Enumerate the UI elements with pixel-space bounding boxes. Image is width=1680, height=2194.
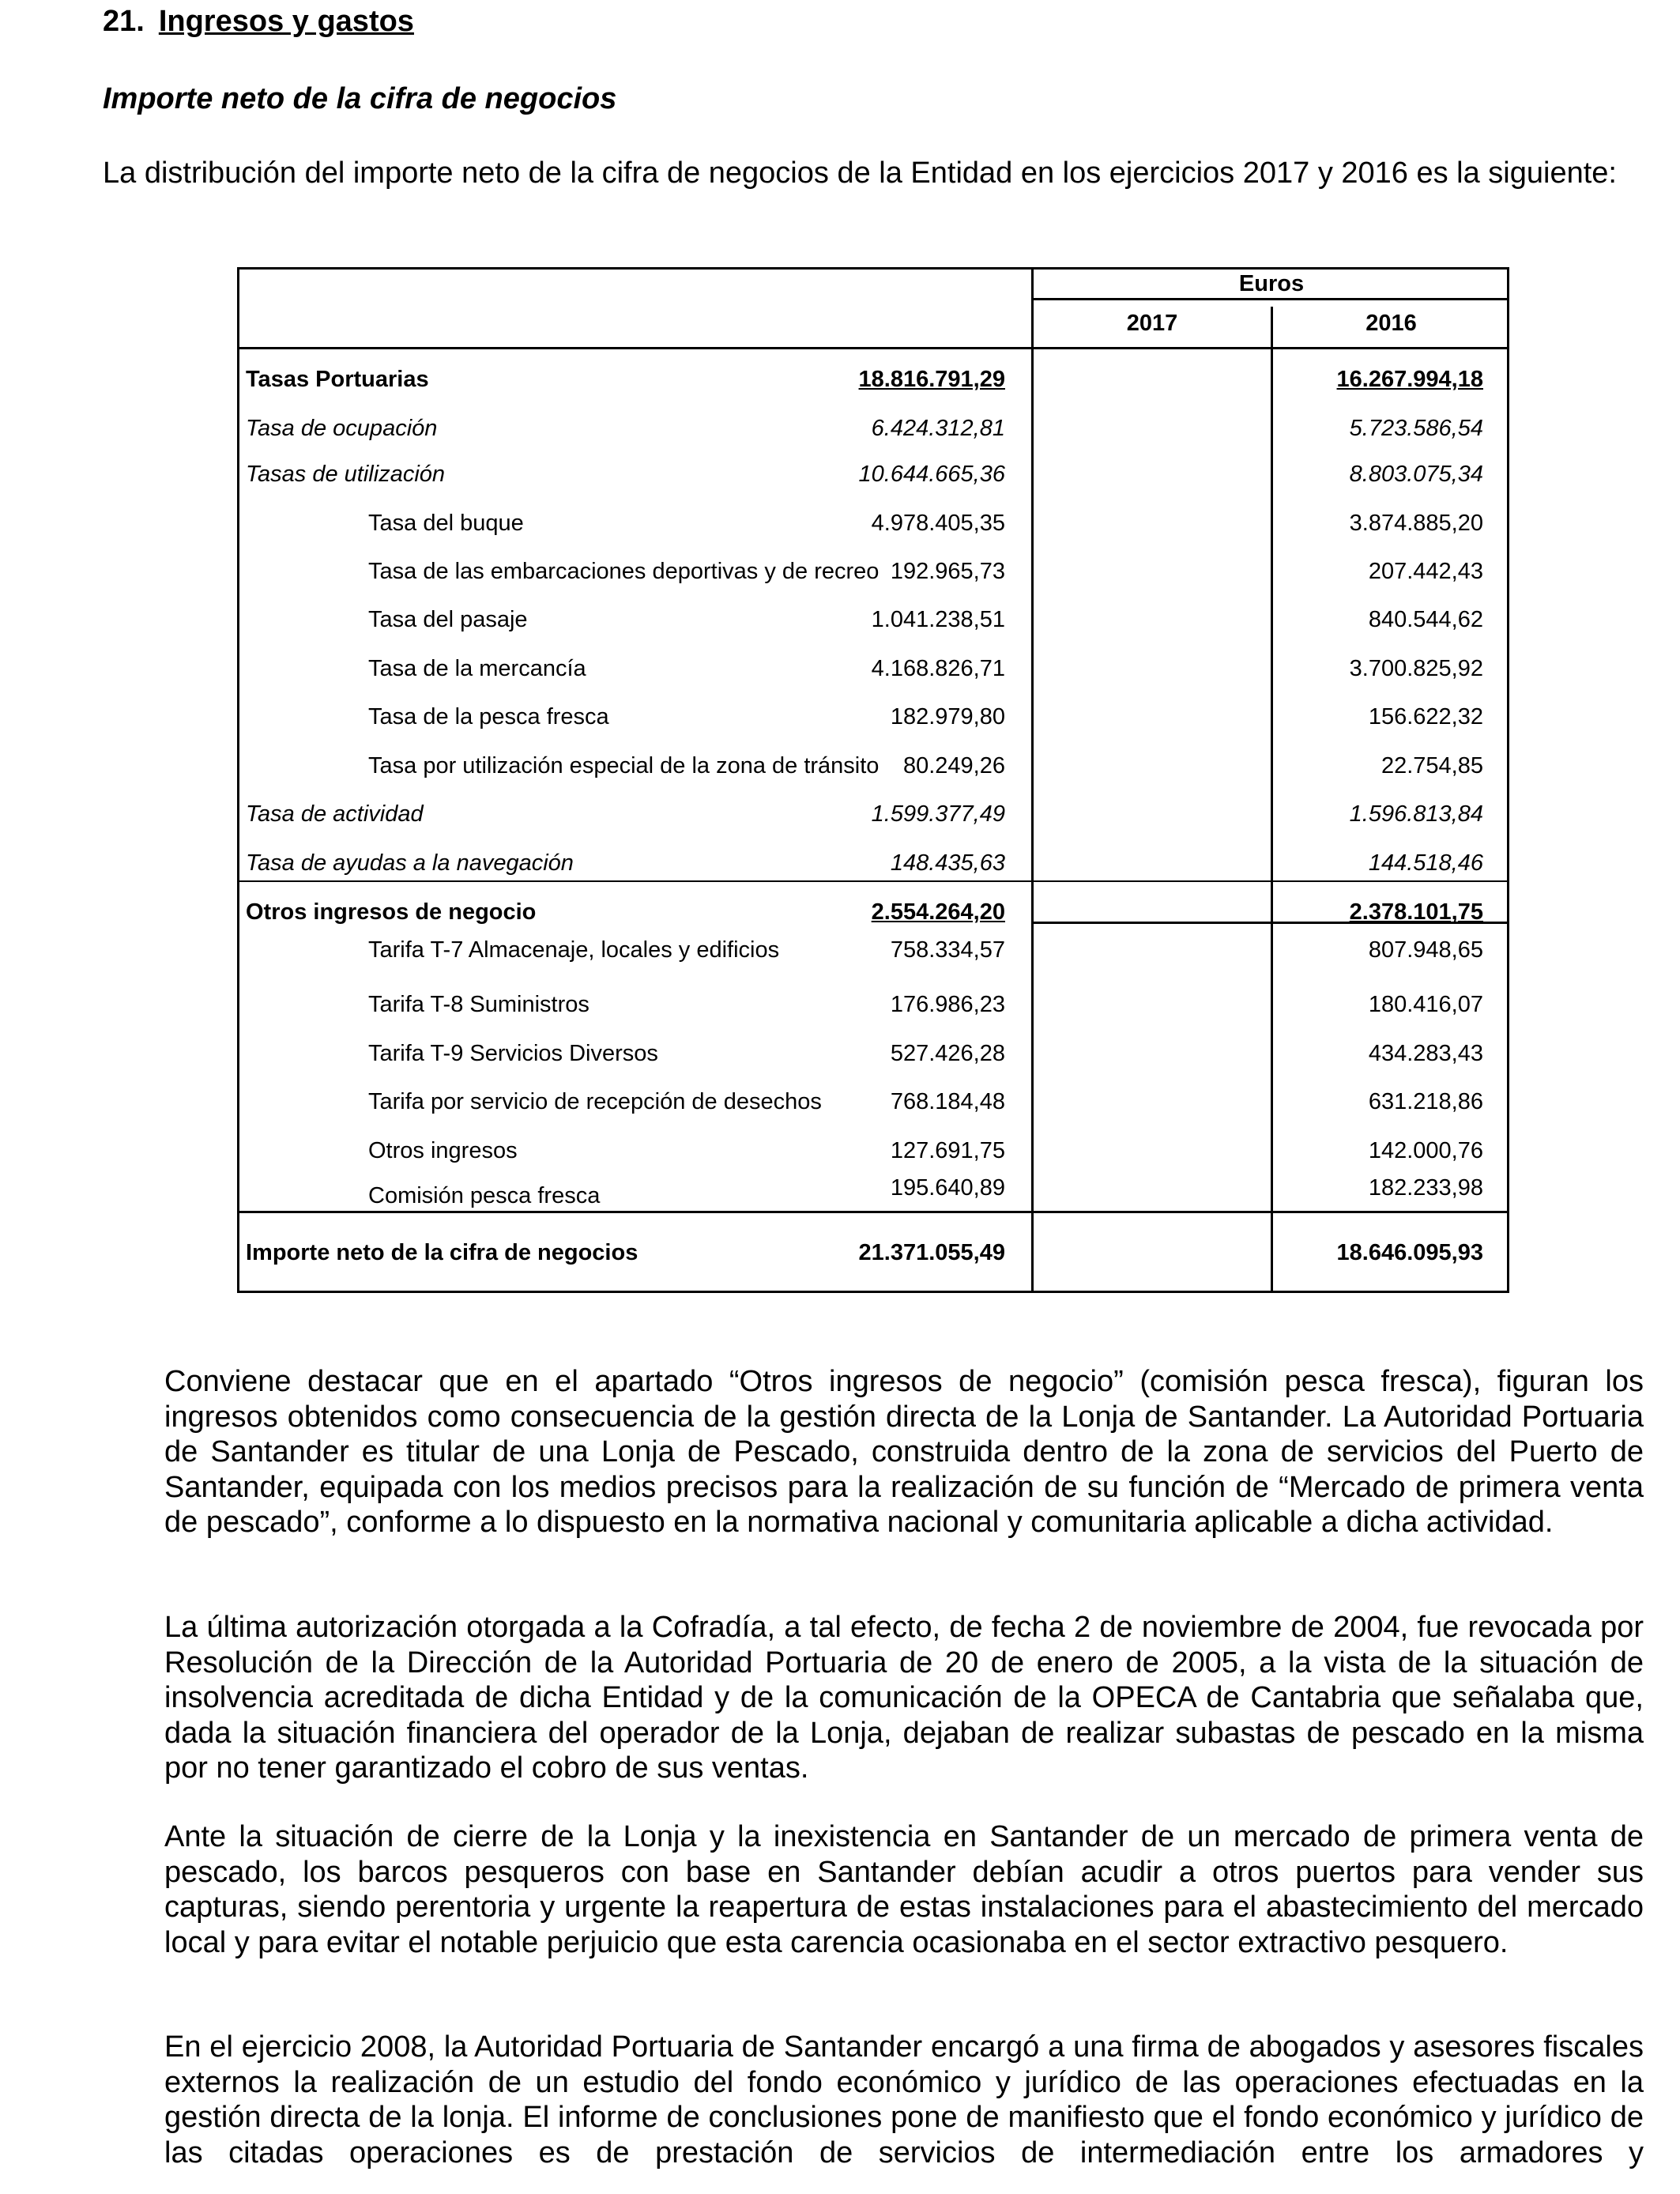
row-value-2017: 176.986,23 (890, 992, 1005, 1017)
body-paragraph-1: Conviene destacar que en el apartado “Otros ingresos de negocio” (comisión pesca fresca), figuran los ingresos obtenidos como consecuencia de la gestión directa de la Lonja de Santander. La Autoridad Portuaria de Santander es titular de una Lonja de Pescado, construida dentro de la zona de servicios del Puerto de Santander, equipada con los medios precisos para la realización de su función de “Mercado de primera venta de pescado”, conforme a lo dispuesto en la normativa nacional y comunitaria aplicable a dicha actividad. (164, 1365, 1644, 1539)
table-rule-header (239, 347, 1509, 349)
section-heading (103, 5, 414, 39)
row-value-2017: 192.965,73 (890, 559, 1005, 584)
row-value-2016: 144.518,46 (1368, 850, 1483, 876)
table-rule-total (239, 1211, 1509, 1213)
row-label: Tasa de la mercancía (368, 656, 586, 681)
row-value-2017: 182.979,80 (890, 704, 1005, 729)
section-subtitle: Importe neto de la cifra de negocios (103, 82, 617, 115)
row-value-2017: 18.816.791,29 (858, 367, 1005, 392)
table-divider-label (1031, 270, 1034, 1291)
row-value-2017: 10.644.665,36 (858, 462, 1005, 487)
row-value-2016: 631.218,86 (1368, 1089, 1483, 1114)
row-value-2016: 840.544,62 (1368, 607, 1483, 632)
row-label: Tasa de la pesca fresca (368, 704, 609, 729)
row-value-2016: 2.378.101,75 (1349, 899, 1483, 925)
row-value-2016: 180.416,07 (1368, 992, 1483, 1017)
intro-paragraph: La distribución del importe neto de la cifra de negocios de la Entidad en los ejercicios 2017 y 2016 es la siguiente: (103, 156, 1617, 190)
row-value-2017: 195.640,89 (890, 1175, 1005, 1201)
table-rule-otros (239, 880, 1509, 882)
table-divider-years (1271, 307, 1273, 1291)
row-value-2016: 207.442,43 (1368, 559, 1483, 584)
column-header-2017: 2017 (1126, 311, 1178, 336)
row-value-2017: 1.041.238,51 (871, 607, 1005, 632)
row-label: Tasas Portuarias (246, 367, 429, 392)
column-group-euros: Euros (1238, 271, 1305, 296)
row-label: Tasas de utilización (246, 462, 446, 487)
row-value-2016: 142.000,76 (1368, 1138, 1483, 1163)
row-value-2017: 2.554.264,20 (871, 899, 1005, 925)
row-label: Tarifa T-8 Suministros (368, 992, 590, 1017)
body-paragraph-2: La última autorización otorgada a la Cofradía, a tal efecto, de fecha 2 de noviembre de 2004, fue revocada por Resolución de la Dirección de la Autoridad Portuaria de 20 de enero de 2005, a la vista de la situación de insolvencia acreditada de dicha Entidad y de la comunicación de la OPECA de Cantabria que señalaba que, dada la situación financiera del operador de la Lonja, dejaban de realizar subastas de pescado en la misma por no tener garantizado el cobro de sus ventas. (164, 1611, 1644, 1785)
row-value-2016: 3.700.825,92 (1349, 656, 1483, 681)
section-title: Ingresos y gastos (158, 5, 414, 38)
row-label: Otros ingresos (368, 1138, 518, 1163)
row-label: Tasa de las embarcaciones deportivas y de recreo (368, 559, 880, 584)
row-value-2017: 6.424.312,81 (871, 416, 1005, 441)
body-paragraph-4: En el ejercicio 2008, la Autoridad Portuaria de Santander encargó a una firma de abogados y asesores fiscales externos la realización de un estudio del fondo económico y jurídico de las operaciones efectuadas en la gestión directa de la lonja. El informe de conclusiones pone de manifiesto que el fondo económico y jurídico de las citadas operaciones es de prestación de servicios de intermediación entre los armadores y (164, 2030, 1644, 2169)
row-label: Tasa del pasaje (368, 607, 528, 632)
row-value-2017: 768.184,48 (890, 1089, 1005, 1114)
total-value-2017: 21.371.055,49 (858, 1240, 1005, 1265)
row-label: Tarifa por servicio de recepción de desechos (368, 1089, 822, 1114)
revenue-table (237, 267, 1509, 1293)
row-label: Tasa por utilización especial de la zona de tránsito (368, 753, 880, 778)
row-value-2016: 1.596.813,84 (1349, 801, 1483, 827)
total-row-label: Importe neto de la cifra de negocios (246, 1240, 638, 1265)
row-value-2016: 807.948,65 (1368, 937, 1483, 963)
row-value-2017: 148.435,63 (890, 850, 1005, 876)
row-value-2017: 127.691,75 (890, 1138, 1005, 1163)
row-label: Tarifa T-7 Almacenaje, locales y edificios (368, 937, 780, 963)
row-label: Tasa de ayudas a la navegación (246, 850, 574, 876)
row-value-2016: 156.622,32 (1368, 704, 1483, 729)
row-label: Tasa de actividad (246, 801, 424, 827)
total-value-2016: 18.646.095,93 (1336, 1240, 1483, 1265)
row-value-2016: 5.723.586,54 (1349, 416, 1483, 441)
row-label: Comisión pesca fresca (368, 1183, 601, 1208)
row-value-2017: 80.249,26 (902, 753, 1005, 778)
row-value-2016: 22.754,85 (1381, 753, 1483, 778)
row-value-2017: 4.168.826,71 (871, 656, 1005, 681)
row-value-2017: 4.978.405,35 (871, 511, 1005, 536)
column-header-2016: 2016 (1365, 311, 1417, 336)
row-label: Tasa del buque (368, 511, 524, 536)
row-label: Tasa de ocupación (246, 416, 438, 441)
row-value-2016: 434.283,43 (1368, 1041, 1483, 1066)
body-paragraph-3: Ante la situación de cierre de la Lonja y la inexistencia en Santander de un mercado de primera venta de pescado, los barcos pesqueros con base en Santander debían acudir a otros puertos para vender sus capturas, siendo perentoria y urgente la reapertura de estas instalaciones para el abastecimiento del mercado local y para evitar el notable perjuicio que esta carencia ocasionaba en el sector extractivo pesquero. (164, 1820, 1644, 1959)
row-value-2017: 758.334,57 (890, 937, 1005, 963)
section-number: 21. (103, 5, 145, 38)
row-value-2016: 3.874.885,20 (1349, 511, 1483, 536)
row-label: Tarifa T-9 Servicios Diversos (368, 1041, 658, 1066)
row-value-2016: 16.267.994,18 (1336, 367, 1483, 392)
row-value-2017: 527.426,28 (890, 1041, 1005, 1066)
row-value-2017: 1.599.377,49 (871, 801, 1005, 827)
row-label: Otros ingresos de negocio (246, 899, 537, 925)
table-rule-euros (1031, 298, 1509, 300)
row-value-2016: 8.803.075,34 (1349, 462, 1483, 487)
row-value-2016: 182.233,98 (1368, 1175, 1483, 1201)
